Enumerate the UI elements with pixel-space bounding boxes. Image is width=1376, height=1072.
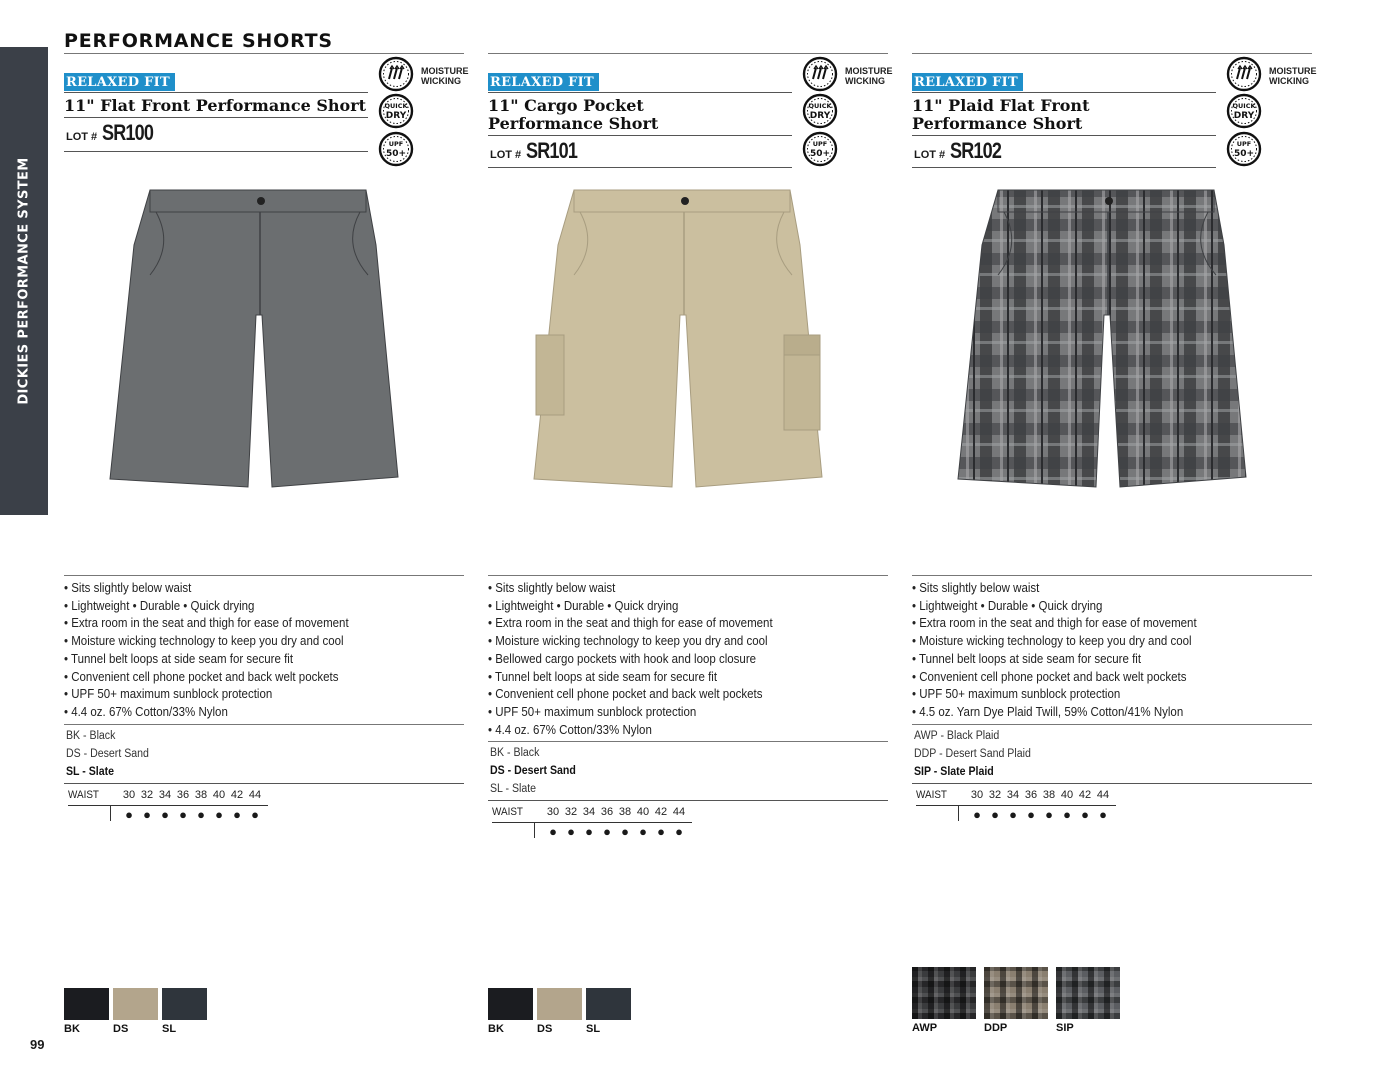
color-item: DDP - Desert Sand Plaid: [914, 747, 1031, 760]
color-item: SL - Slate: [66, 765, 115, 778]
swatch-chip: [1056, 967, 1120, 1019]
svg-text:DRY: DRY: [385, 111, 407, 121]
waist-divider: [110, 805, 111, 821]
product-name: 11" Plaid Flat Front Performance Short: [912, 96, 1090, 133]
moisture-wicking-icon: [1226, 56, 1262, 92]
color-item: AWP - Black Plaid: [914, 729, 1000, 742]
color-swatches: [488, 988, 631, 1035]
quick-dry-icon: [802, 93, 838, 129]
moisture-wicking-icon: [378, 56, 414, 92]
availability-dot: ●: [125, 806, 133, 822]
waist-size: 44: [248, 788, 262, 801]
swatch-code: DDP: [984, 1022, 1008, 1034]
svg-text:50+: 50+: [1233, 149, 1255, 159]
feature-item: • Sits slightly below waist: [488, 581, 616, 595]
feature-item: • Tunnel belt loops at side seam for secure fit: [912, 651, 1142, 666]
swatch-ddp[interactable]: [984, 967, 1048, 1034]
waist-size: 36: [1024, 788, 1038, 801]
swatch-code: SIP: [1056, 1022, 1074, 1034]
swatch-sl[interactable]: [162, 988, 207, 1035]
feature-item: • Sits slightly below waist: [912, 581, 1040, 595]
swatch-chip: [537, 988, 582, 1020]
waist-availability: [544, 825, 688, 838]
colors-rule: [912, 724, 1312, 725]
product-image: [912, 185, 1312, 505]
availability-dot: ●: [567, 824, 575, 840]
waist-sizes: [544, 806, 688, 818]
waist-label: WAIST: [916, 788, 947, 801]
availability-dot: ●: [1099, 806, 1107, 822]
feature-list: [912, 580, 1312, 722]
lot-value: SR100: [102, 120, 154, 145]
product-card-sr102: [912, 53, 1317, 1053]
feature-item: • Moisture wicking technology to keep you dry and cool: [912, 634, 1192, 649]
swatch-code: DS: [537, 1023, 553, 1035]
color-list: [490, 744, 880, 798]
feature-item: • UPF 50+ maximum sunblock protection: [488, 704, 697, 719]
waist-size: 38: [618, 806, 632, 819]
feature-list: [488, 580, 888, 739]
svg-text:50+: 50+: [385, 149, 407, 159]
availability-dot: ●: [585, 824, 593, 840]
product-card-sr100: [64, 53, 469, 1053]
svg-text:UPF: UPF: [1236, 140, 1252, 148]
bullets-rule: [912, 575, 1312, 576]
waist-size: 40: [1060, 788, 1074, 801]
product-card-sr101: [488, 53, 893, 1053]
swatch-ds[interactable]: [113, 988, 158, 1035]
waist-size: 32: [140, 788, 154, 801]
swatch-ds[interactable]: [537, 988, 582, 1035]
upf-50-icon: [802, 131, 838, 167]
waist-size: 44: [1096, 788, 1110, 801]
page-title: PERFORMANCE SHORTS: [64, 30, 333, 52]
color-swatches: [64, 988, 207, 1035]
color-swatches: [912, 967, 1120, 1034]
color-item: DS - Desert Sand: [66, 747, 149, 760]
fit-rule: [488, 92, 792, 93]
product-top-rule: [912, 53, 1312, 54]
svg-text:UPF: UPF: [812, 140, 828, 148]
waist-divider: [958, 805, 959, 821]
waist-availability: [968, 808, 1112, 821]
fit-rule: [64, 92, 368, 93]
waist-rule: [488, 800, 888, 801]
fit-badge: RELAXED FIT: [64, 73, 175, 91]
moisture-wicking-label: MOISTURE WICKING: [421, 66, 469, 86]
feature-item: • Extra room in the seat and thigh for ease of movement: [64, 616, 349, 631]
feature-item: • UPF 50+ maximum sunblock protection: [912, 687, 1121, 702]
lot-rule: [912, 167, 1216, 168]
waist-sizes: [120, 789, 264, 801]
swatch-awp[interactable]: [912, 967, 976, 1034]
name-rule: [64, 117, 368, 118]
swatch-code: AWP: [912, 1022, 938, 1034]
svg-text:DRY: DRY: [1233, 111, 1255, 121]
waist-rule: [64, 783, 464, 784]
feature-item: • 4.5 oz. Yarn Dye Plaid Twill, 59% Cotton/41% Nylon: [912, 704, 1184, 719]
waist-label: WAIST: [492, 806, 523, 819]
feature-item: • Moisture wicking technology to keep you dry and cool: [488, 634, 768, 649]
swatch-chip: [488, 988, 533, 1020]
swatch-code: DS: [113, 1023, 129, 1035]
waist-size: 36: [176, 788, 190, 801]
side-section-tab: [0, 47, 48, 515]
swatch-bk[interactable]: [488, 988, 533, 1035]
waist-size: 38: [194, 788, 208, 801]
svg-text:DRY: DRY: [809, 111, 831, 121]
product-image: [488, 185, 888, 505]
lot-value: SR102: [950, 138, 1002, 163]
availability-dot: ●: [1045, 806, 1053, 822]
feature-item: • Convenient cell phone pocket and back welt pockets: [488, 687, 763, 702]
color-item: DS - Desert Sand: [490, 765, 576, 778]
lot-label: LOT #: [490, 149, 522, 161]
feature-item: • 4.4 oz. 67% Cotton/33% Nylon: [488, 722, 652, 737]
swatch-code: BK: [488, 1023, 504, 1035]
moisture-wicking-icon: [802, 56, 838, 92]
waist-availability: [120, 808, 264, 821]
availability-dot: ●: [621, 824, 629, 840]
waist-divider: [534, 822, 535, 838]
colors-rule: [488, 741, 888, 742]
swatch-chip: [162, 988, 207, 1020]
color-item: BK - Black: [66, 729, 116, 742]
svg-text:50+: 50+: [809, 149, 831, 159]
svg-text:UPF: UPF: [388, 140, 404, 148]
availability-dot: ●: [197, 806, 205, 822]
swatch-chip: [64, 988, 109, 1020]
availability-dot: ●: [233, 806, 241, 822]
swatch-sip[interactable]: [1056, 967, 1120, 1034]
feature-item: • Bellowed cargo pockets with hook and loop closure: [488, 651, 757, 666]
waist-size: 36: [600, 806, 614, 819]
availability-dot: ●: [179, 806, 187, 822]
feature-list: [64, 580, 464, 722]
waist-underline: [916, 805, 1116, 806]
lot-number: [914, 138, 1012, 164]
fit-badge: RELAXED FIT: [912, 73, 1023, 91]
lot-number: [66, 120, 164, 146]
color-list: [914, 727, 1304, 781]
color-list: [66, 727, 456, 781]
upf-50-icon: [1226, 131, 1262, 167]
fit-rule: [912, 92, 1216, 93]
waist-size-chart: [916, 789, 1116, 821]
waist-underline: [492, 822, 692, 823]
feature-item: • Convenient cell phone pocket and back welt pockets: [912, 669, 1187, 684]
product-image: [64, 185, 464, 505]
waist-size: 34: [1006, 788, 1020, 801]
lot-rule: [64, 151, 368, 152]
lot-value: SR101: [526, 138, 578, 163]
feature-item: • Lightweight • Durable • Quick drying: [64, 598, 255, 613]
feature-item: • UPF 50+ maximum sunblock protection: [64, 687, 273, 702]
waist-size: 42: [230, 788, 244, 801]
availability-dot: ●: [657, 824, 665, 840]
waist-size: 30: [122, 788, 136, 801]
feature-item: • 4.4 oz. 67% Cotton/33% Nylon: [64, 704, 228, 719]
feature-item: • Tunnel belt loops at side seam for secure fit: [64, 651, 294, 666]
feature-item: • Extra room in the seat and thigh for ease of movement: [488, 616, 773, 631]
lot-label: LOT #: [66, 131, 98, 143]
waist-size: 34: [582, 806, 596, 819]
upf-50-icon: [378, 131, 414, 167]
waist-label: WAIST: [68, 788, 99, 801]
color-item: BK - Black: [490, 747, 540, 760]
waist-rule: [912, 783, 1312, 784]
side-tab-label: DICKIES PERFORMANCE SYSTEM: [16, 157, 32, 405]
svg-text:QUICK: QUICK: [384, 102, 408, 110]
waist-size: 44: [672, 806, 686, 819]
waist-size: 32: [988, 788, 1002, 801]
waist-size: 30: [546, 806, 560, 819]
lot-rule: [488, 167, 792, 168]
feature-item: • Lightweight • Durable • Quick drying: [912, 598, 1103, 613]
lot-number: [490, 138, 588, 164]
page-number: 99: [30, 1037, 45, 1052]
feature-item: • Tunnel belt loops at side seam for secure fit: [488, 669, 718, 684]
name-rule: [912, 135, 1216, 136]
waist-size: 42: [1078, 788, 1092, 801]
waist-size: 38: [1042, 788, 1056, 801]
color-item: SIP - Slate Plaid: [914, 765, 994, 778]
product-name: 11" Flat Front Performance Short: [64, 96, 367, 115]
availability-dot: ●: [973, 806, 981, 822]
quick-dry-icon: [378, 93, 414, 129]
availability-dot: ●: [143, 806, 151, 822]
waist-sizes: [968, 789, 1112, 801]
waist-size: 40: [636, 806, 650, 819]
fit-badge: RELAXED FIT: [488, 73, 599, 91]
feature-item: • Convenient cell phone pocket and back welt pockets: [64, 669, 339, 684]
waist-size: 32: [564, 806, 578, 819]
availability-dot: ●: [215, 806, 223, 822]
waist-size: 34: [158, 788, 172, 801]
swatch-code: SL: [586, 1023, 601, 1035]
waist-size-chart: [492, 806, 692, 838]
waist-underline: [68, 805, 268, 806]
availability-dot: ●: [991, 806, 999, 822]
waist-size-chart: [68, 789, 268, 821]
moisture-wicking-label: MOISTURE WICKING: [1269, 66, 1317, 86]
product-top-rule: [488, 53, 888, 54]
color-item: SL - Slate: [490, 783, 537, 796]
availability-dot: ●: [1081, 806, 1089, 822]
availability-dot: ●: [549, 824, 557, 840]
availability-dot: ●: [1009, 806, 1017, 822]
swatch-chip: [586, 988, 631, 1020]
availability-dot: ●: [639, 824, 647, 840]
swatch-code: SL: [162, 1023, 177, 1035]
availability-dot: ●: [603, 824, 611, 840]
feature-item: • Sits slightly below waist: [64, 581, 192, 595]
feature-item: • Moisture wicking technology to keep you dry and cool: [64, 634, 344, 649]
availability-dot: ●: [1027, 806, 1035, 822]
product-name: 11" Cargo Pocket Performance Short: [488, 96, 659, 133]
availability-dot: ●: [161, 806, 169, 822]
swatch-chip: [113, 988, 158, 1020]
bullets-rule: [488, 575, 888, 576]
swatch-chip: [912, 967, 976, 1019]
colors-rule: [64, 724, 464, 725]
swatch-chip: [984, 967, 1048, 1019]
feature-item: • Extra room in the seat and thigh for ease of movement: [912, 616, 1197, 631]
waist-size: 42: [654, 806, 668, 819]
quick-dry-icon: [1226, 93, 1262, 129]
waist-size: 30: [970, 788, 984, 801]
bullets-rule: [64, 575, 464, 576]
lot-label: LOT #: [914, 149, 946, 161]
swatch-bk[interactable]: [64, 988, 109, 1035]
swatch-code: BK: [64, 1023, 80, 1035]
availability-dot: ●: [675, 824, 683, 840]
moisture-wicking-label: MOISTURE WICKING: [845, 66, 893, 86]
product-top-rule: [64, 53, 464, 54]
name-rule: [488, 135, 792, 136]
swatch-sl[interactable]: [586, 988, 631, 1035]
availability-dot: ●: [251, 806, 259, 822]
feature-item: • Lightweight • Durable • Quick drying: [488, 598, 679, 613]
availability-dot: ●: [1063, 806, 1071, 822]
waist-size: 40: [212, 788, 226, 801]
svg-text:QUICK: QUICK: [808, 102, 832, 110]
svg-text:QUICK: QUICK: [1232, 102, 1256, 110]
